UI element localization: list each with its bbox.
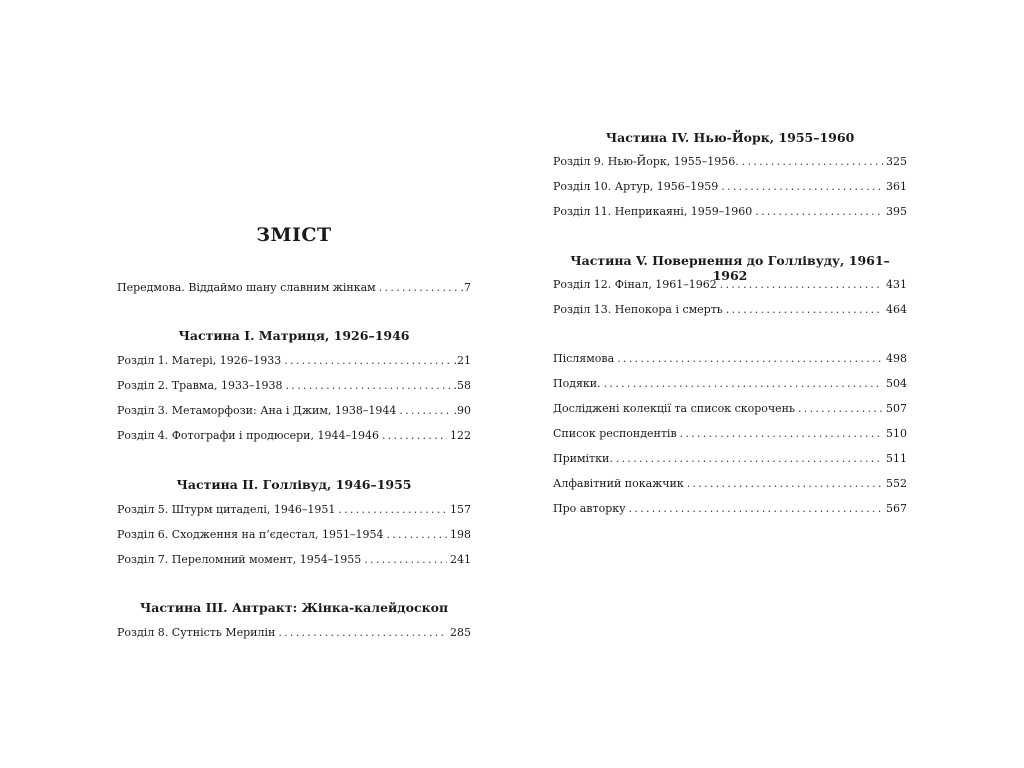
entry-title: Розділ 10. Артур, 1956–1959: [553, 180, 719, 193]
dot-leader: [616, 452, 883, 465]
dot-leader: [338, 503, 447, 516]
entry-title: Розділ 2. Травма, 1933–1938: [117, 379, 283, 392]
toc-entry-chapter-7[interactable]: [117, 553, 471, 569]
dot-leader: [726, 303, 883, 316]
dot-leader: [386, 528, 447, 541]
entry-title: Розділ 1. Матері, 1926–1933: [117, 354, 282, 367]
part-title-2: Частина ІІ. Голлівуд, 1946–1955: [176, 477, 412, 492]
dot-leader: [286, 379, 451, 392]
part-title-4: Частина IV. Нью-Йорк, 1955–1960: [605, 130, 855, 145]
entry-page: 431: [886, 278, 907, 291]
entry-page: 511: [886, 452, 907, 465]
entry-title: Розділ 9. Нью-Йорк, 1955–1956.: [553, 155, 739, 168]
dot-leader: [629, 502, 883, 515]
dot-leader: [382, 429, 447, 442]
entry-page: 122: [450, 429, 471, 442]
toc-entry-acknowledgments[interactable]: [553, 377, 907, 393]
entry-title: Післямова: [553, 352, 615, 365]
toc-entry-chapter-5[interactable]: [117, 503, 471, 519]
toc-entry-chapter-1[interactable]: [117, 354, 471, 370]
entry-title: Розділ 5. Штурм цитаделі, 1946–1951: [117, 503, 336, 516]
entry-page: 510: [886, 427, 907, 440]
entry-page: 567: [886, 502, 907, 515]
entry-page: 198: [450, 528, 471, 541]
dot-leader: [798, 402, 883, 415]
entry-title: Досліджені колекції та список скорочень: [553, 402, 795, 415]
dot-leader: [284, 354, 450, 367]
entry-title: Розділ 8. Сутність Мерилін: [117, 626, 276, 639]
toc-entry-preface[interactable]: [117, 281, 471, 297]
toc-entry-afterword[interactable]: [553, 352, 907, 368]
entry-page: 498: [886, 352, 907, 365]
toc-entry-chapter-4[interactable]: [117, 429, 471, 445]
entry-page: 361: [886, 180, 907, 193]
entry-title: Список респондентів: [553, 427, 677, 440]
entry-title: Розділ 7. Переломний момент, 1954–1955: [117, 553, 362, 566]
dot-leader: [278, 626, 447, 639]
toc-entry-chapter-3[interactable]: [117, 404, 471, 420]
entry-title: Розділ 6. Сходження на п’єдестал, 1951–1954: [117, 528, 384, 541]
toc-entry-index[interactable]: [553, 477, 907, 493]
entry-title: Передмова. Віддаймо шану славним жінкам: [117, 281, 376, 294]
part-title-3: Частина ІІІ. Антракт: Жінка-калейдоскоп: [139, 600, 449, 615]
entry-page: 552: [886, 477, 907, 490]
entry-page: 464: [886, 303, 907, 316]
entry-title: Розділ 3. Метаморфози: Ана і Джим, 1938–1944: [117, 404, 397, 417]
entry-page: 325: [886, 155, 907, 168]
dot-leader: [742, 155, 883, 168]
toc-entry-chapter-11[interactable]: [553, 205, 907, 221]
toc-entry-about-author[interactable]: [553, 502, 907, 518]
dot-leader: [680, 427, 883, 440]
entry-title: Розділ 4. Фотографи і продюсери, 1944–1946: [117, 429, 379, 442]
entry-title: Розділ 13. Непокора і смерть: [553, 303, 723, 316]
entry-title: Примітки.: [553, 452, 613, 465]
part-title-5: Частина V. Повернення до Голлівуду, 1961–1962: [570, 253, 890, 283]
entry-page: 157: [450, 503, 471, 516]
dot-leader: [720, 278, 883, 291]
toc-title: ЗМІСТ: [256, 224, 332, 246]
toc-entry-chapter-10[interactable]: [553, 180, 907, 196]
entry-title: Подяки.: [553, 377, 601, 390]
entry-page: .90: [453, 404, 471, 417]
toc-entry-chapter-6[interactable]: [117, 528, 471, 544]
dot-leader: [379, 281, 458, 294]
dot-leader: [399, 404, 450, 417]
entry-title: Розділ 12. Фінал, 1961–1962: [553, 278, 717, 291]
toc-entry-chapter-2[interactable]: [117, 379, 471, 395]
entry-title: Алфавітний покажчик: [553, 477, 684, 490]
dot-leader: [755, 205, 883, 218]
part-title-1: Частина І. Матриця, 1926–1946: [178, 328, 410, 343]
dot-leader: [687, 477, 883, 490]
toc-entry-notes[interactable]: [553, 452, 907, 468]
dot-leader: [604, 377, 883, 390]
entry-title: Розділ 11. Неприкаяні, 1959–1960: [553, 205, 753, 218]
entry-page: 241: [450, 553, 471, 566]
toc-entry-collections[interactable]: [553, 402, 907, 418]
toc-entry-respondents[interactable]: [553, 427, 907, 443]
dot-leader: [364, 553, 447, 566]
toc-entry-chapter-9[interactable]: [553, 155, 907, 171]
entry-title: Про авторку: [553, 502, 626, 515]
toc-entry-chapter-8[interactable]: [117, 626, 471, 642]
entry-page: .21: [453, 354, 471, 367]
entry-page: 395: [886, 205, 907, 218]
entry-page: 504: [886, 377, 907, 390]
entry-page: .7: [460, 281, 471, 294]
entry-page: 507: [886, 402, 907, 415]
dot-leader: [721, 180, 883, 193]
dot-leader: [617, 352, 883, 365]
toc-entry-chapter-13[interactable]: [553, 303, 907, 319]
entry-page: .58: [453, 379, 471, 392]
entry-page: 285: [450, 626, 471, 639]
toc-entry-chapter-12[interactable]: [553, 278, 907, 294]
